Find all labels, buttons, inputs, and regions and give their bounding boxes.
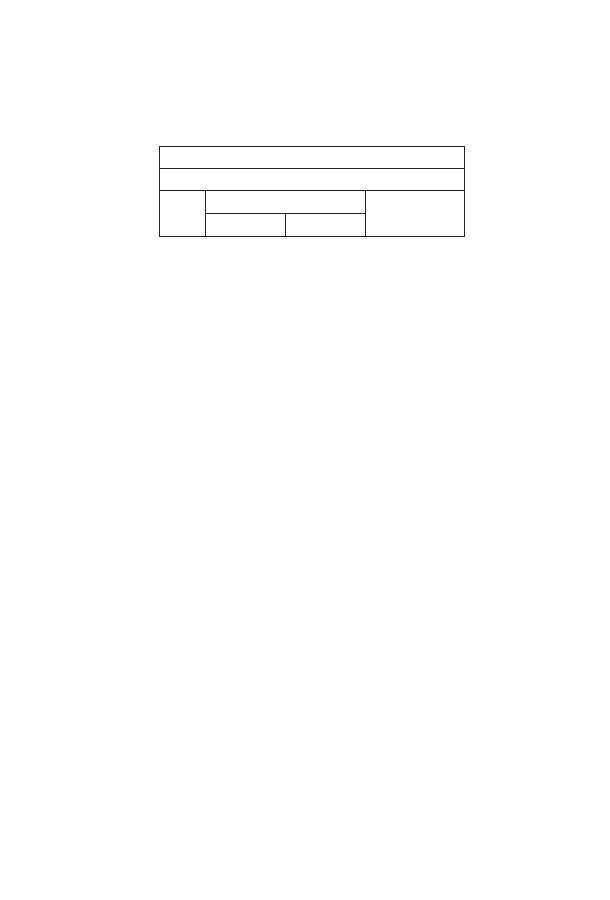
table-header-row <box>160 191 465 214</box>
table-problem-row <box>160 169 465 191</box>
col-header-z <box>285 214 365 237</box>
runge-kutta-table <box>159 146 465 237</box>
col-header-step <box>206 191 365 214</box>
table-method-row <box>160 147 465 169</box>
col-header-y <box>206 214 286 237</box>
problem-statement <box>40 540 77 551</box>
col-header-x <box>160 191 206 237</box>
col-header-true <box>365 191 464 237</box>
